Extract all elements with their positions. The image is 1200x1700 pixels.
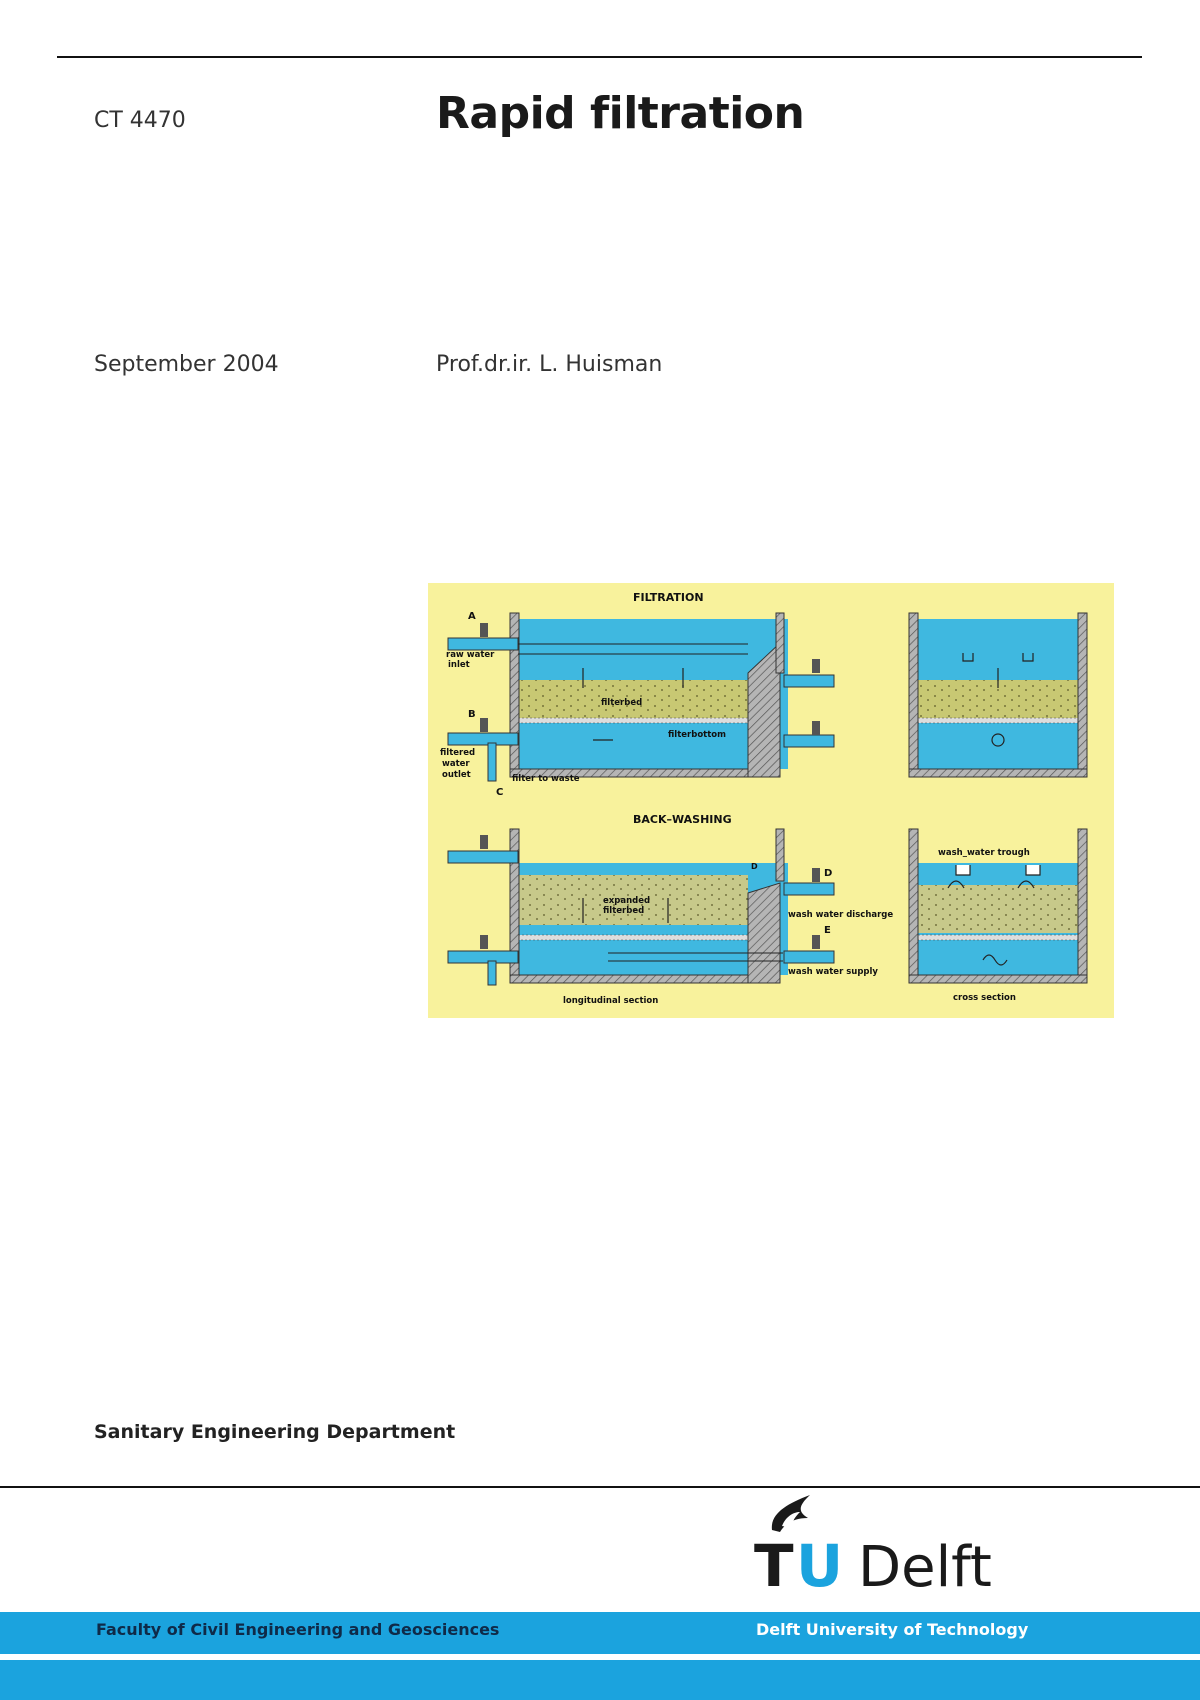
label-expanded-1: expanded [603, 896, 651, 906]
label-valve-top-right: D [751, 862, 758, 871]
label-valve-a: A [468, 611, 476, 622]
label-cross-section: cross section [953, 993, 1016, 1003]
label-expanded-2: filterbed [603, 906, 645, 916]
label-filterbed: filterbed [601, 698, 643, 708]
tu-delft-logo [752, 1490, 1012, 1595]
university-name: Delft University of Technology [756, 1620, 1029, 1639]
faculty-name: Faculty of Civil Engineering and Geosciences [96, 1620, 500, 1639]
department-name: Sanitary Engineering Department [94, 1421, 456, 1443]
footer-bar-bottom [0, 1660, 1200, 1700]
backwashing-heading: BACK–WASHING [633, 813, 732, 826]
label-valve-d: D [824, 868, 833, 879]
label-filterbottom: filterbottom [668, 730, 726, 740]
top-rule [57, 56, 1142, 58]
author-name: Prof.dr.ir. L. Huisman [436, 352, 663, 377]
rapid-filter-diagram [428, 583, 1114, 1018]
label-filtered-1: filtered [440, 748, 476, 758]
footer-rule [0, 1486, 1200, 1488]
document-title: Rapid filtration [436, 88, 805, 139]
label-valve-b: B [468, 709, 476, 720]
flame-icon [772, 1495, 810, 1532]
label-wash-water-trough: wash_water trough [938, 848, 1030, 858]
label-valve-c: C [496, 787, 504, 798]
label-longitudinal-section: longitudinal section [563, 996, 659, 1006]
filtration-longitudinal [448, 613, 834, 781]
label-raw-water-1: raw water [446, 650, 495, 660]
logo-tu-u: U [796, 1532, 844, 1595]
filtration-cross-section [909, 613, 1087, 777]
publication-date: September 2004 [94, 352, 279, 377]
label-filter-to-waste: filter to waste [512, 774, 580, 784]
label-raw-water-2: inlet [448, 660, 470, 670]
label-filtered-3: outlet [442, 770, 471, 780]
logo-tu-t: T [754, 1532, 794, 1595]
label-valve-e: E [824, 925, 831, 936]
logo-delft: Delft [858, 1535, 992, 1595]
label-filtered-2: water [442, 759, 470, 769]
label-wash-water-discharge: wash water discharge [788, 910, 894, 920]
label-wash-water-supply: wash water supply [788, 967, 878, 977]
filtration-heading: FILTRATION [633, 591, 704, 604]
course-code: CT 4470 [94, 108, 186, 133]
